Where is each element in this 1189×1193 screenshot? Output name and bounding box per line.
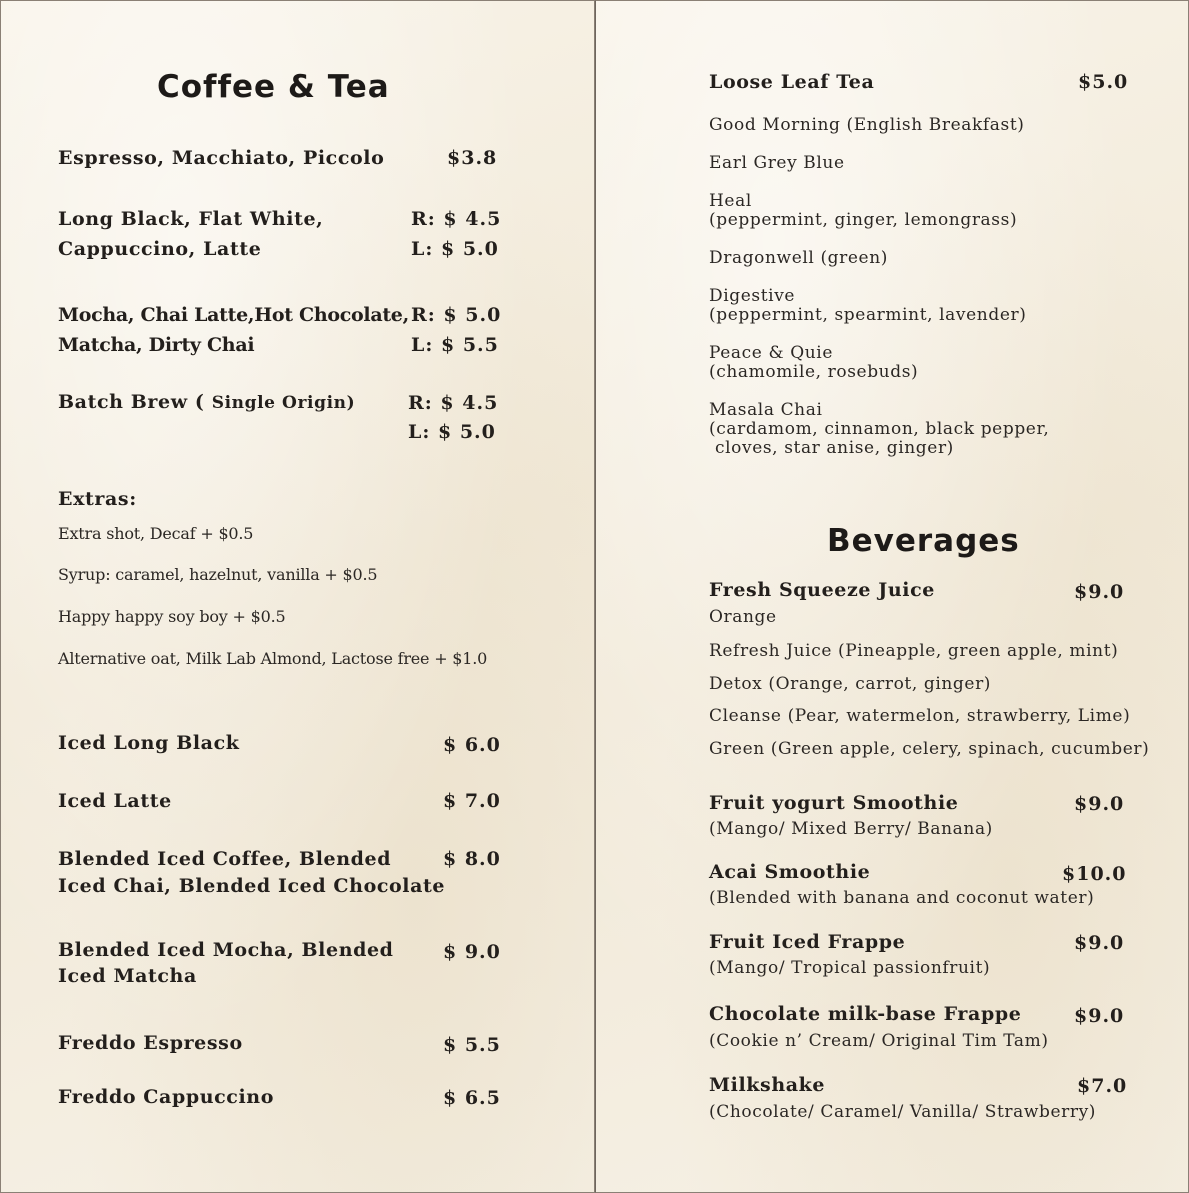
batch-brew-name: Batch Brew ( (58, 391, 205, 413)
iced-latte-item: Iced Latte (58, 790, 172, 812)
fruit-smoothie-price: $9.0 (1074, 793, 1125, 815)
tea-heal: Heal (709, 191, 752, 211)
chocolate-frappe-item: Chocolate milk-base Frappe (709, 1003, 1022, 1025)
mocha-item-line2: Matcha, Dirty Chai (58, 334, 255, 356)
espresso-item: Espresso, Macchiato, Piccolo (58, 147, 385, 169)
mocha-item-line1: Mocha, Chai Latte,Hot Chocolate, (58, 304, 409, 326)
long-black-item-line2: Cappuccino, Latte (58, 238, 262, 260)
long-black-price-regular: R: $ 4.5 (411, 208, 502, 230)
acai-smoothie-desc: (Blended with banana and coconut water) (709, 888, 1095, 908)
tea-peace-quie-desc: (chamomile, rosebuds) (709, 362, 919, 382)
tea-earl-grey: Earl Grey Blue (709, 153, 845, 173)
beverages-heading: Beverages (827, 523, 1020, 559)
juice-green: Green (Green apple, celery, spinach, cucumber) (709, 739, 1150, 759)
fruit-smoothie-item: Fruit yogurt Smoothie (709, 792, 959, 814)
espresso-price: $3.8 (447, 147, 498, 169)
freddo-espresso-item: Freddo Espresso (58, 1032, 243, 1054)
tea-masala-chai-desc-line1: (cardamom, cinnamon, black pepper, (709, 419, 1050, 439)
tea-digestive: Digestive (709, 286, 796, 306)
acai-smoothie-price: $10.0 (1062, 863, 1127, 885)
iced-latte-price: $ 7.0 (443, 790, 501, 812)
tea-masala-chai-desc-line2: cloves, star anise, ginger) (709, 438, 954, 458)
tea-digestive-desc: (peppermint, spearmint, lavender) (709, 305, 1027, 325)
loose-leaf-tea-item: Loose Leaf Tea (709, 71, 875, 93)
mocha-price-regular: R: $ 5.0 (411, 304, 502, 326)
extra-item-alt-milk: Alternative oat, Milk Lab Almond, Lactose free + $1.0 (58, 649, 488, 668)
chocolate-frappe-desc: (Cookie n’ Cream/ Original Tim Tam) (709, 1031, 1049, 1051)
batch-brew-detail: Single Origin) (211, 393, 356, 413)
tea-peace-quie: Peace & Quie (709, 343, 833, 363)
acai-smoothie-item: Acai Smoothie (709, 861, 871, 883)
extras-heading: Extras: (58, 488, 137, 510)
tea-masala-chai: Masala Chai (709, 400, 823, 420)
blended-coffee-item-line2: Iced Chai, Blended Iced Chocolate (58, 875, 446, 897)
fruit-frappe-item: Fruit Iced Frappe (709, 931, 906, 953)
extra-item-syrup: Syrup: caramel, hazelnut, vanilla + $0.5 (58, 565, 378, 584)
chocolate-frappe-price: $9.0 (1074, 1005, 1125, 1027)
juice-orange: Orange (709, 607, 777, 627)
tea-heal-desc: (peppermint, ginger, lemongrass) (709, 210, 1018, 230)
juice-refresh: Refresh Juice (Pineapple, green apple, mint) (709, 641, 1119, 661)
juice-cleanse: Cleanse (Pear, watermelon, strawberry, Lime) (709, 706, 1131, 726)
freddo-cappuccino-item: Freddo Cappuccino (58, 1086, 274, 1108)
blended-mocha-price: $ 9.0 (443, 941, 501, 963)
batch-brew-price-large: L: $ 5.0 (408, 421, 496, 443)
loose-leaf-tea-price: $5.0 (1078, 71, 1129, 93)
freddo-espresso-price: $ 5.5 (443, 1034, 501, 1056)
fruit-frappe-desc: (Mango/ Tropical passionfruit) (709, 958, 991, 978)
long-black-item-line1: Long Black, Flat White, (58, 208, 324, 230)
tea-good-morning: Good Morning (English Breakfast) (709, 115, 1025, 135)
fruit-frappe-price: $9.0 (1074, 932, 1125, 954)
coffee-tea-heading: Coffee & Tea (157, 69, 390, 105)
iced-long-black-item: Iced Long Black (58, 732, 240, 754)
mocha-price-large: L: $ 5.5 (411, 334, 499, 356)
fruit-smoothie-desc: (Mango/ Mixed Berry/ Banana) (709, 819, 993, 839)
extra-item-soy: Happy happy soy boy + $0.5 (58, 607, 286, 626)
freddo-cappuccino-price: $ 6.5 (443, 1087, 501, 1109)
batch-brew-price-regular: R: $ 4.5 (408, 392, 499, 414)
milkshake-item: Milkshake (709, 1074, 826, 1096)
blended-coffee-item-line1: Blended Iced Coffee, Blended (58, 848, 392, 870)
long-black-price-large: L: $ 5.0 (411, 238, 499, 260)
iced-long-black-price: $ 6.0 (443, 734, 501, 756)
fresh-juice-item: Fresh Squeeze Juice (709, 579, 935, 601)
extra-item-shot: Extra shot, Decaf + $0.5 (58, 524, 254, 543)
right-menu-page (595, 0, 1189, 1193)
batch-brew-item (58, 391, 355, 413)
blended-mocha-item-line1: Blended Iced Mocha, Blended (58, 939, 394, 961)
juice-detox: Detox (Orange, carrot, ginger) (709, 674, 992, 694)
blended-mocha-item-line2: Iced Matcha (58, 965, 197, 987)
fresh-juice-price: $9.0 (1074, 581, 1125, 603)
milkshake-desc: (Chocolate/ Caramel/ Vanilla/ Strawberry) (709, 1102, 1097, 1122)
tea-dragonwell: Dragonwell (green) (709, 248, 888, 268)
milkshake-price: $7.0 (1077, 1075, 1128, 1097)
blended-coffee-price: $ 8.0 (443, 848, 501, 870)
